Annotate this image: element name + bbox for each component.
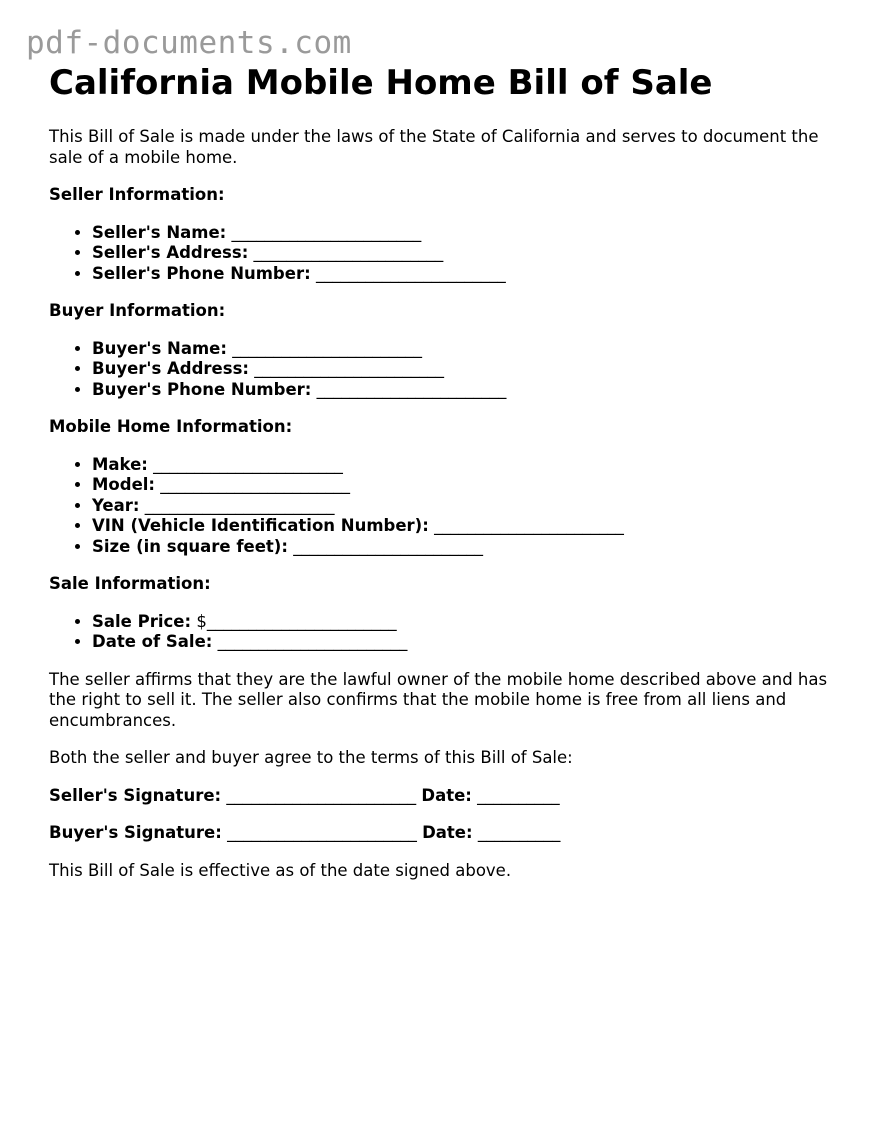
home-section-heading: Mobile Home Information: — [49, 417, 293, 436]
field-label: Seller's Name: — [92, 222, 227, 242]
field-label: Sale Price: — [92, 611, 192, 631]
field-label: Buyer's Address: — [92, 359, 249, 378]
blank-line: _______________________ — [254, 359, 444, 378]
blank-line: _______________________ — [231, 222, 422, 242]
effective-paragraph: This Bill of Sale is effective as of the date signed above. — [49, 860, 512, 880]
field-label: Buyer's Name: — [92, 338, 227, 358]
field-label: Seller's Address: — [92, 243, 249, 262]
field-label: Year: — [92, 495, 140, 515]
sale-field-list — [49, 612, 849, 653]
buyer-name-field — [92, 339, 849, 360]
seller-date-label: Date: — [421, 785, 472, 805]
year-field — [92, 496, 849, 517]
field-label: Date of Sale: — [92, 632, 213, 651]
blank-line: _______________________ — [217, 632, 408, 651]
blank-line: _______________________ — [144, 495, 335, 515]
agreement-paragraph: Both the seller and buyer agree to the terms of this Bill of Sale: — [49, 748, 573, 767]
blank-line: _______________________ — [315, 263, 506, 283]
blank-line: _______________________ — [232, 338, 422, 358]
seller-field-list — [49, 223, 849, 285]
buyer-phone-field — [92, 380, 849, 401]
seller-signature-blank: _______________________ — [226, 785, 417, 805]
blank-line: $_______________________ — [196, 611, 397, 631]
blank-line: _______________________ — [316, 379, 507, 399]
seller-phone-field — [92, 264, 849, 285]
vin-field — [92, 516, 849, 537]
buyer-address-field — [92, 359, 849, 380]
field-label: Size (in square feet): — [92, 536, 288, 556]
buyer-signature-blank: _______________________ — [227, 823, 417, 842]
buyer-field-list — [49, 339, 849, 401]
seller-date-blank: __________ — [477, 785, 560, 805]
document-page — [49, 62, 849, 881]
watermark-text: pdf-documents.com — [26, 25, 352, 61]
buyer-signature-line — [49, 823, 849, 844]
seller-signature-label: Seller's Signature: — [49, 785, 222, 805]
seller-section-heading: Seller Information: — [49, 185, 225, 204]
seller-signature-line — [49, 786, 849, 807]
blank-line: _______________________ — [160, 475, 351, 494]
sale-price-field — [92, 612, 849, 633]
intro-paragraph: This Bill of Sale is made under the laws of the State of California and serves to document the sale of a mobile home. — [49, 127, 819, 167]
field-label: Buyer's Phone Number: — [92, 379, 312, 399]
buyer-date-blank: __________ — [477, 823, 561, 842]
blank-line: _______________________ — [293, 536, 483, 556]
blank-line: _______________________ — [153, 454, 343, 474]
seller-name-field — [92, 223, 849, 244]
buyer-signature-label: Buyer's Signature: — [49, 823, 222, 842]
make-field — [92, 455, 849, 476]
date-of-sale-field — [92, 632, 849, 653]
document-title: California Mobile Home Bill of Sale — [49, 63, 713, 103]
seller-address-field — [92, 243, 849, 264]
home-field-list — [49, 455, 849, 558]
sale-section-heading: Sale Information: — [49, 574, 211, 593]
buyer-section-heading: Buyer Information: — [49, 301, 226, 320]
blank-line: _______________________ — [434, 516, 624, 535]
field-label: Model: — [92, 475, 156, 494]
model-field — [92, 475, 849, 496]
field-label: VIN (Vehicle Identification Number): — [92, 516, 429, 535]
field-label: Seller's Phone Number: — [92, 263, 311, 283]
size-field — [92, 537, 849, 558]
buyer-date-label: Date: — [422, 823, 473, 842]
affirmation-paragraph: The seller affirms that they are the lawful owner of the mobile home described above and has the right to sell it. The seller also confirms that the mobile home is free from all liens and encumbrances. — [49, 669, 828, 730]
blank-line: _______________________ — [253, 243, 444, 262]
field-label: Make: — [92, 454, 148, 474]
